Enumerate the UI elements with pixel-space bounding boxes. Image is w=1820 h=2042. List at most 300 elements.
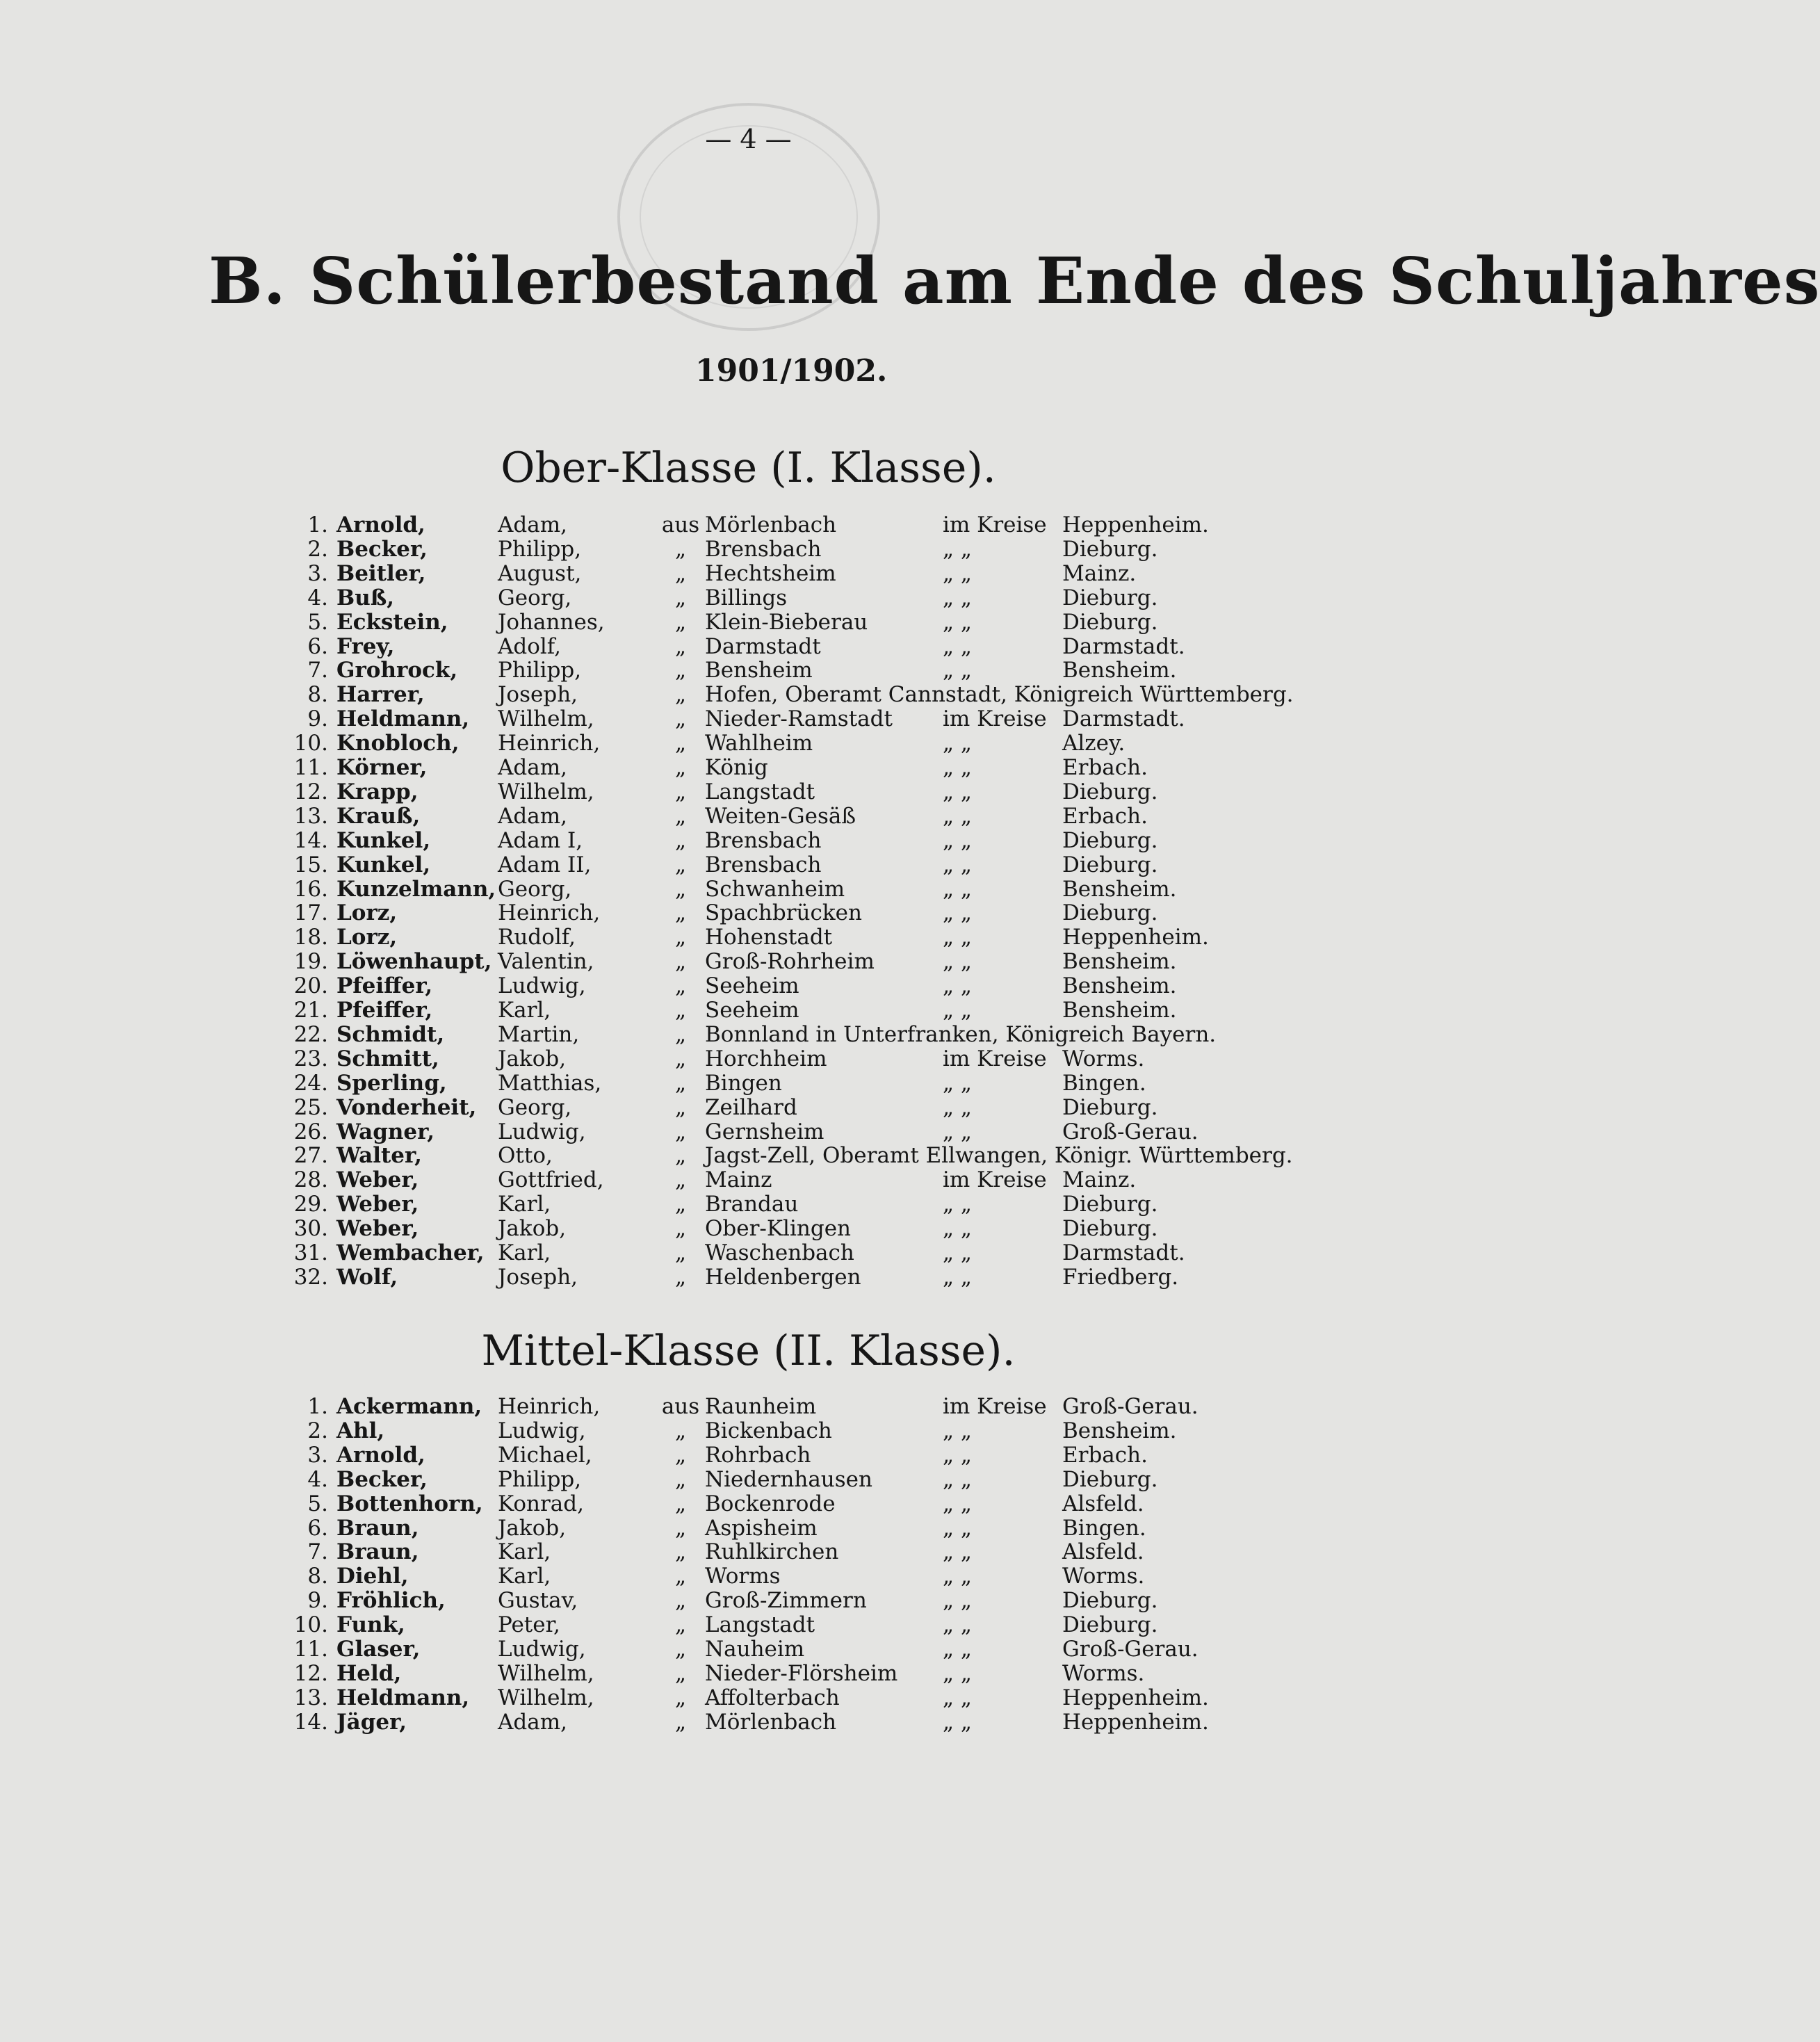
student-number: 16. (293, 876, 328, 902)
district-prefix: „ „ (943, 609, 972, 635)
student-row (0, 683, 1497, 707)
student-surname: Braun, (336, 1515, 419, 1541)
student-hometown: Ober-Klingen (705, 1216, 852, 1242)
student-hometown: Billings (705, 585, 788, 610)
student-number: 9. (307, 706, 328, 732)
student-district: Dieburg. (1062, 900, 1158, 926)
student-given-name: Adam II, (498, 852, 592, 877)
student-row (0, 756, 1497, 780)
student-row (0, 1168, 1497, 1192)
origin-prefix: „ (674, 876, 687, 902)
student-hometown: Zeilhard (705, 1094, 797, 1120)
student-hometown: Hohenstadt (705, 925, 833, 950)
student-row (0, 1516, 1497, 1541)
student-row (0, 1613, 1497, 1637)
district-prefix: „ „ (943, 949, 972, 975)
student-surname: Heldmann, (336, 1685, 470, 1710)
student-district: Mainz. (1062, 1167, 1137, 1193)
student-hometown: Brensbach (705, 536, 822, 562)
student-district: Dieburg. (1062, 1216, 1158, 1242)
student-surname: Weber, (336, 1167, 419, 1193)
student-row (0, 635, 1497, 659)
student-surname: Pfeiffer, (336, 998, 433, 1023)
student-hometown: Groß-Zimmern (705, 1588, 867, 1614)
student-given-name: Johannes, (498, 609, 605, 635)
student-surname: Lorz, (336, 925, 398, 950)
student-surname: Vonderheit, (336, 1094, 477, 1120)
district-prefix: „ „ (943, 1264, 972, 1290)
student-given-name: Georg, (498, 876, 572, 902)
student-district: Dieburg. (1062, 1192, 1158, 1217)
student-surname: Heldmann, (336, 706, 470, 732)
origin-prefix: „ (674, 779, 687, 804)
page-number: — 4 — (705, 124, 792, 154)
district-prefix: „ „ (943, 1564, 972, 1589)
origin-prefix: „ (674, 1612, 687, 1638)
student-row (0, 658, 1497, 683)
student-district: Heppenheim. (1062, 1685, 1209, 1710)
origin-prefix: „ (674, 1167, 687, 1193)
student-number: 31. (293, 1240, 328, 1265)
district-prefix: „ „ (943, 1070, 972, 1096)
student-given-name: Joseph, (498, 1264, 578, 1290)
student-surname: Harrer, (336, 682, 425, 708)
student-row (0, 1144, 1497, 1168)
student-district: Heppenheim. (1062, 512, 1209, 537)
student-surname: Held, (336, 1660, 402, 1686)
student-district: Alsfeld. (1062, 1491, 1144, 1516)
origin-prefix: „ (674, 1119, 687, 1144)
district-prefix: „ „ (943, 633, 972, 659)
student-district: Groß-Gerau. (1062, 1119, 1199, 1144)
district-prefix: „ „ (943, 1466, 972, 1492)
origin-prefix: „ (674, 1660, 687, 1686)
student-number: 19. (293, 949, 328, 975)
student-surname: Bottenhorn, (336, 1491, 483, 1516)
student-surname: Weber, (336, 1216, 419, 1242)
student-hometown: Heldenbergen (705, 1264, 861, 1290)
district-prefix: „ „ (943, 658, 972, 683)
student-district: Erbach. (1062, 755, 1148, 780)
student-district: Groß-Gerau. (1062, 1394, 1199, 1419)
student-district: Dieburg. (1062, 1612, 1158, 1638)
student-row (0, 1686, 1497, 1710)
origin-prefix: „ (674, 973, 687, 999)
student-number: 4. (307, 1466, 328, 1492)
district-prefix: im Kreise (943, 706, 1047, 732)
origin-prefix: „ (674, 1192, 687, 1217)
student-number: 27. (293, 1143, 328, 1169)
student-row (0, 537, 1497, 562)
student-number: 14. (293, 1709, 328, 1735)
student-surname: Frey, (336, 633, 395, 659)
student-given-name: Heinrich, (498, 731, 601, 756)
origin-prefix: „ (674, 706, 687, 732)
district-prefix: „ „ (943, 1418, 972, 1443)
origin-prefix: „ (674, 682, 687, 708)
district-prefix: „ „ (943, 755, 972, 780)
student-number: 10. (293, 731, 328, 756)
student-hometown: Klein-Bieberau (705, 609, 868, 635)
student-district: Worms. (1062, 1660, 1145, 1686)
student-surname: Funk, (336, 1612, 405, 1638)
student-number: 32. (293, 1264, 328, 1290)
student-number: 6. (307, 1515, 328, 1541)
origin-prefix: „ (674, 852, 687, 877)
student-hometown: Groß-Rohrheim (705, 949, 875, 975)
district-prefix: „ „ (943, 1240, 972, 1265)
district-prefix: „ „ (943, 1442, 972, 1468)
district-prefix: „ „ (943, 585, 972, 610)
district-prefix: „ „ (943, 1637, 972, 1662)
origin-prefix: „ (674, 1070, 687, 1096)
student-surname: Weber, (336, 1192, 419, 1217)
student-given-name: Peter, (498, 1612, 560, 1638)
student-row (0, 925, 1497, 950)
district-prefix: „ „ (943, 973, 972, 999)
origin-prefix: „ (674, 1491, 687, 1516)
student-given-name: Adam, (498, 1709, 567, 1735)
district-prefix: „ „ (943, 998, 972, 1023)
district-prefix: „ „ (943, 1192, 972, 1217)
origin-prefix: „ (674, 998, 687, 1023)
student-hometown: Weiten-Gesäß (705, 803, 856, 829)
student-row (0, 1637, 1497, 1662)
district-prefix: „ „ (943, 803, 972, 829)
student-district: Bensheim. (1062, 876, 1177, 902)
student-surname: Beitler, (336, 560, 426, 586)
student-hometown: Affolterbach (705, 1685, 840, 1710)
student-surname: Buß, (336, 585, 395, 610)
student-hometown: Niedernhausen (705, 1466, 872, 1492)
student-hometown: Nieder-Flörsheim (705, 1660, 898, 1686)
student-row (0, 1047, 1497, 1071)
student-given-name: Matthias, (498, 1070, 602, 1096)
district-prefix: „ „ (943, 1094, 972, 1120)
student-number: 30. (293, 1216, 328, 1242)
student-row (0, 1492, 1497, 1516)
student-row (0, 1589, 1497, 1613)
student-given-name: Adam, (498, 803, 567, 829)
student-hometown: Brensbach (705, 852, 822, 877)
origin-prefix: „ (674, 1216, 687, 1242)
student-hometown: Wahlheim (705, 731, 813, 756)
student-row (0, 1443, 1497, 1468)
student-given-name: Ludwig, (498, 1637, 586, 1662)
student-given-name: Karl, (498, 1192, 551, 1217)
student-hometown: Langstadt (705, 779, 815, 804)
student-given-name: Ludwig, (498, 1418, 586, 1443)
student-row (0, 780, 1497, 804)
student-row (0, 1241, 1497, 1265)
student-given-name: Martin, (498, 1021, 580, 1047)
student-hometown: Spachbrücken (705, 900, 862, 926)
student-row (0, 877, 1497, 902)
origin-prefix: „ (674, 1442, 687, 1468)
student-district: Heppenheim. (1062, 925, 1209, 950)
student-given-name: Wilhelm, (498, 706, 594, 732)
student-surname: Schmitt, (336, 1046, 439, 1071)
student-row (0, 1395, 1497, 1419)
student-row (0, 707, 1497, 731)
origin-prefix: „ (674, 536, 687, 562)
origin-prefix: „ (674, 755, 687, 780)
student-hometown: Ruhlkirchen (705, 1539, 839, 1565)
origin-prefix: „ (674, 731, 687, 756)
student-given-name: Heinrich, (498, 1394, 601, 1419)
student-given-name: Otto, (498, 1143, 553, 1169)
student-hometown: Bingen (705, 1070, 782, 1096)
student-hometown: Mainz (705, 1167, 772, 1193)
student-number: 7. (307, 658, 328, 683)
student-surname: Fröhlich, (336, 1588, 446, 1614)
origin-prefix: „ (674, 1094, 687, 1120)
student-given-name: Jakob, (498, 1515, 567, 1541)
student-district: Darmstadt. (1062, 633, 1185, 659)
student-number: 1. (307, 512, 328, 537)
student-surname: Diehl, (336, 1564, 409, 1589)
student-district: Worms. (1062, 1046, 1145, 1071)
student-origin-full: Hofen, Oberamt Cannstadt, Königreich Württemberg. (705, 682, 1294, 708)
student-row (0, 513, 1497, 537)
origin-prefix: „ (674, 1466, 687, 1492)
student-surname: Wagner, (336, 1119, 435, 1144)
student-district: Dieburg. (1062, 1466, 1158, 1492)
student-hometown: Mörlenbach (705, 512, 837, 537)
origin-prefix: „ (674, 1637, 687, 1662)
student-number: 7. (307, 1539, 328, 1565)
student-district: Darmstadt. (1062, 1240, 1185, 1265)
student-number: 24. (293, 1070, 328, 1096)
student-surname: Glaser, (336, 1637, 421, 1662)
student-surname: Schmidt, (336, 1021, 445, 1047)
student-number: 8. (307, 1564, 328, 1589)
student-district: Bensheim. (1062, 1418, 1177, 1443)
student-row (0, 610, 1497, 635)
origin-prefix: „ (674, 803, 687, 829)
student-given-name: Valentin, (498, 949, 594, 975)
student-district: Darmstadt. (1062, 706, 1185, 732)
student-district: Groß-Gerau. (1062, 1637, 1199, 1662)
student-district: Bingen. (1062, 1515, 1146, 1541)
student-origin-full: Bonnland in Unterfranken, Königreich Bayern. (705, 1021, 1217, 1047)
student-number: 8. (307, 682, 328, 708)
student-surname: Braun, (336, 1539, 419, 1565)
student-given-name: Georg, (498, 1094, 572, 1120)
district-prefix: „ „ (943, 1588, 972, 1614)
district-prefix: „ „ (943, 731, 972, 756)
district-prefix: im Kreise (943, 1394, 1047, 1419)
student-hometown: Hechtsheim (705, 560, 836, 586)
origin-prefix: „ (674, 1264, 687, 1290)
student-given-name: Karl, (498, 998, 551, 1023)
student-surname: Ackermann, (336, 1394, 482, 1419)
student-number: 2. (307, 1418, 328, 1443)
student-row (0, 1071, 1497, 1096)
origin-prefix: „ (674, 827, 687, 853)
district-prefix: „ „ (943, 1685, 972, 1710)
origin-prefix: „ (674, 1685, 687, 1710)
student-number: 5. (307, 1491, 328, 1516)
origin-prefix: „ (674, 1588, 687, 1614)
student-hometown: Brandau (705, 1192, 799, 1217)
student-district: Dieburg. (1062, 585, 1158, 610)
student-row (0, 731, 1497, 756)
student-given-name: August, (498, 560, 582, 586)
student-surname: Sperling, (336, 1070, 447, 1096)
origin-prefix: „ (674, 1515, 687, 1541)
district-prefix: „ „ (943, 900, 972, 926)
district-prefix: „ „ (943, 1539, 972, 1565)
student-row (0, 950, 1497, 974)
student-district: Dieburg. (1062, 779, 1158, 804)
student-hometown: Seeheim (705, 998, 799, 1023)
student-given-name: Wilhelm, (498, 1660, 594, 1686)
district-prefix: im Kreise (943, 1167, 1047, 1193)
student-row (0, 1265, 1497, 1290)
student-number: 6. (307, 633, 328, 659)
student-surname: Wolf, (336, 1264, 398, 1290)
student-given-name: Jakob, (498, 1216, 567, 1242)
student-row (0, 853, 1497, 877)
student-given-name: Heinrich, (498, 900, 601, 926)
district-prefix: „ „ (943, 1216, 972, 1242)
student-given-name: Karl, (498, 1240, 551, 1265)
class-title-mittel: Mittel-Klasse (II. Klasse). (481, 1327, 1016, 1375)
student-row (0, 1096, 1497, 1120)
student-number: 17. (293, 900, 328, 926)
student-surname: Wembacher, (336, 1240, 485, 1265)
origin-prefix: „ (674, 900, 687, 926)
student-hometown: Nieder-Ramstadt (705, 706, 893, 732)
class-title-ober: Ober-Klasse (I. Klasse). (501, 444, 996, 492)
student-hometown: Nauheim (705, 1637, 805, 1662)
student-row (0, 804, 1497, 829)
origin-prefix: aus (661, 1394, 700, 1419)
student-number: 25. (293, 1094, 328, 1120)
origin-prefix: „ (674, 949, 687, 975)
student-number: 1. (307, 1394, 328, 1419)
student-number: 5. (307, 609, 328, 635)
student-surname: Krauß, (336, 803, 421, 829)
student-given-name: Rudolf, (498, 925, 576, 950)
student-given-name: Georg, (498, 585, 572, 610)
student-surname: Becker, (336, 536, 428, 562)
student-hometown: Brensbach (705, 827, 822, 853)
origin-prefix: „ (674, 1539, 687, 1565)
student-surname: Grohrock, (336, 658, 458, 683)
student-given-name: Philipp, (498, 658, 582, 683)
student-row (0, 1023, 1497, 1047)
student-hometown: Schwanheim (705, 876, 845, 902)
student-given-name: Adam I, (498, 827, 583, 853)
student-hometown: Darmstadt (705, 633, 821, 659)
student-surname: Arnold, (336, 1442, 425, 1468)
student-surname: Knobloch, (336, 731, 460, 756)
student-given-name: Ludwig, (498, 973, 586, 999)
student-given-name: Gustav, (498, 1588, 578, 1614)
student-number: 3. (307, 560, 328, 586)
district-prefix: „ „ (943, 925, 972, 950)
district-prefix: „ „ (943, 536, 972, 562)
student-given-name: Karl, (498, 1564, 551, 1589)
student-hometown: Bockenrode (705, 1491, 836, 1516)
student-surname: Kunzelmann, (336, 876, 496, 902)
district-prefix: im Kreise (943, 512, 1047, 537)
origin-prefix: „ (674, 560, 687, 586)
student-number: 22. (293, 1021, 328, 1047)
student-hometown: Rohrbach (705, 1442, 811, 1468)
student-number: 13. (293, 1685, 328, 1710)
student-number: 14. (293, 827, 328, 853)
student-district: Dieburg. (1062, 609, 1158, 635)
student-number: 15. (293, 852, 328, 877)
student-number: 29. (293, 1192, 328, 1217)
student-row (0, 829, 1497, 853)
student-given-name: Ludwig, (498, 1119, 586, 1144)
student-surname: Becker, (336, 1466, 428, 1492)
student-number: 2. (307, 536, 328, 562)
student-surname: Lorz, (336, 900, 398, 926)
student-row (0, 562, 1497, 586)
student-row (0, 1419, 1497, 1443)
student-row (0, 1217, 1497, 1241)
student-given-name: Philipp, (498, 1466, 582, 1492)
student-row (0, 1540, 1497, 1564)
student-row (0, 1192, 1497, 1217)
student-number: 4. (307, 585, 328, 610)
student-number: 9. (307, 1588, 328, 1614)
student-number: 12. (293, 779, 328, 804)
district-prefix: „ „ (943, 1491, 972, 1516)
student-row (0, 1564, 1497, 1589)
student-number: 13. (293, 803, 328, 829)
student-given-name: Gottfried, (498, 1167, 604, 1193)
student-given-name: Wilhelm, (498, 1685, 594, 1710)
student-surname: Arnold, (336, 512, 425, 537)
district-prefix: „ „ (943, 560, 972, 586)
district-prefix: „ „ (943, 1660, 972, 1686)
student-given-name: Joseph, (498, 682, 578, 708)
origin-prefix: „ (674, 1418, 687, 1443)
student-number: 11. (293, 1637, 328, 1662)
student-row (0, 1120, 1497, 1144)
student-number: 12. (293, 1660, 328, 1686)
student-surname: Pfeiffer, (336, 973, 433, 999)
page-heading: B. Schülerbestand am Ende des Schuljahres (209, 243, 1820, 318)
student-district: Worms. (1062, 1564, 1145, 1589)
student-number: 28. (293, 1167, 328, 1193)
student-hometown: Aspisheim (705, 1515, 818, 1541)
district-prefix: im Kreise (943, 1046, 1047, 1071)
student-hometown: Gernsheim (705, 1119, 824, 1144)
student-surname: Löwenhaupt, (336, 949, 492, 975)
student-district: Alsfeld. (1062, 1539, 1144, 1565)
student-district: Erbach. (1062, 803, 1148, 829)
origin-prefix: „ (674, 1143, 687, 1169)
student-number: 3. (307, 1442, 328, 1468)
district-prefix: „ „ (943, 1119, 972, 1144)
student-number: 10. (293, 1612, 328, 1638)
student-hometown: Waschenbach (705, 1240, 854, 1265)
district-prefix: „ „ (943, 876, 972, 902)
student-hometown: König (705, 755, 768, 780)
student-origin-full: Jagst-Zell, Oberamt Ellwangen, Königr. Württemberg. (705, 1143, 1293, 1169)
student-hometown: Bickenbach (705, 1418, 832, 1443)
origin-prefix: „ (674, 1046, 687, 1071)
student-hometown: Worms (705, 1564, 781, 1589)
origin-prefix: „ (674, 633, 687, 659)
